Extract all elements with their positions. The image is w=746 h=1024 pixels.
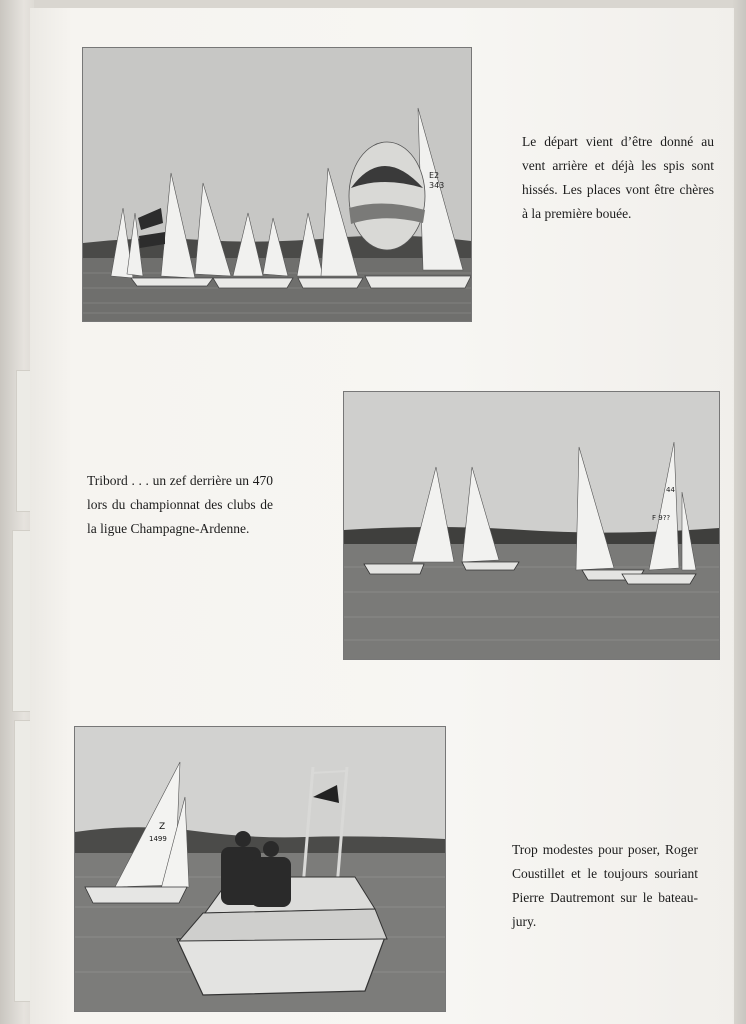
sail-number-middle-1: F 9?? [652, 514, 671, 522]
photo-470-championship-image [344, 392, 719, 659]
photo-regatta-start [82, 47, 472, 322]
caption-top: Le départ vient d’être donné au vent arrière et déjà les spis sont hissés. Les places vont être chères à la première bouée. [522, 134, 714, 221]
caption-bottom: Trop modestes pour poser, Roger Coustillet et le toujours souriant Pierre Dautremont sur le bateau-jury. [512, 842, 698, 929]
scanned-page [30, 8, 734, 1024]
photo-jury-boat-image [75, 727, 445, 1011]
photo-jury-boat [74, 726, 446, 1012]
sail-number-bottom-1: Z [159, 822, 166, 832]
caption-middle: Tribord . . . un zef derrière un 470 lors du championnat des clubs de la ligue Champagne-Ardenne. [87, 473, 273, 536]
sail-number-top-1: E2 [429, 171, 440, 180]
photo-470-championship [343, 391, 720, 660]
photo-regatta-start-image [83, 48, 471, 321]
sail-number-top-2: 343 [429, 181, 445, 190]
sail-number-bottom-2: 1499 [149, 835, 167, 843]
sail-number-middle-2: 44 [666, 486, 675, 494]
page-right-shadow [732, 0, 746, 1024]
